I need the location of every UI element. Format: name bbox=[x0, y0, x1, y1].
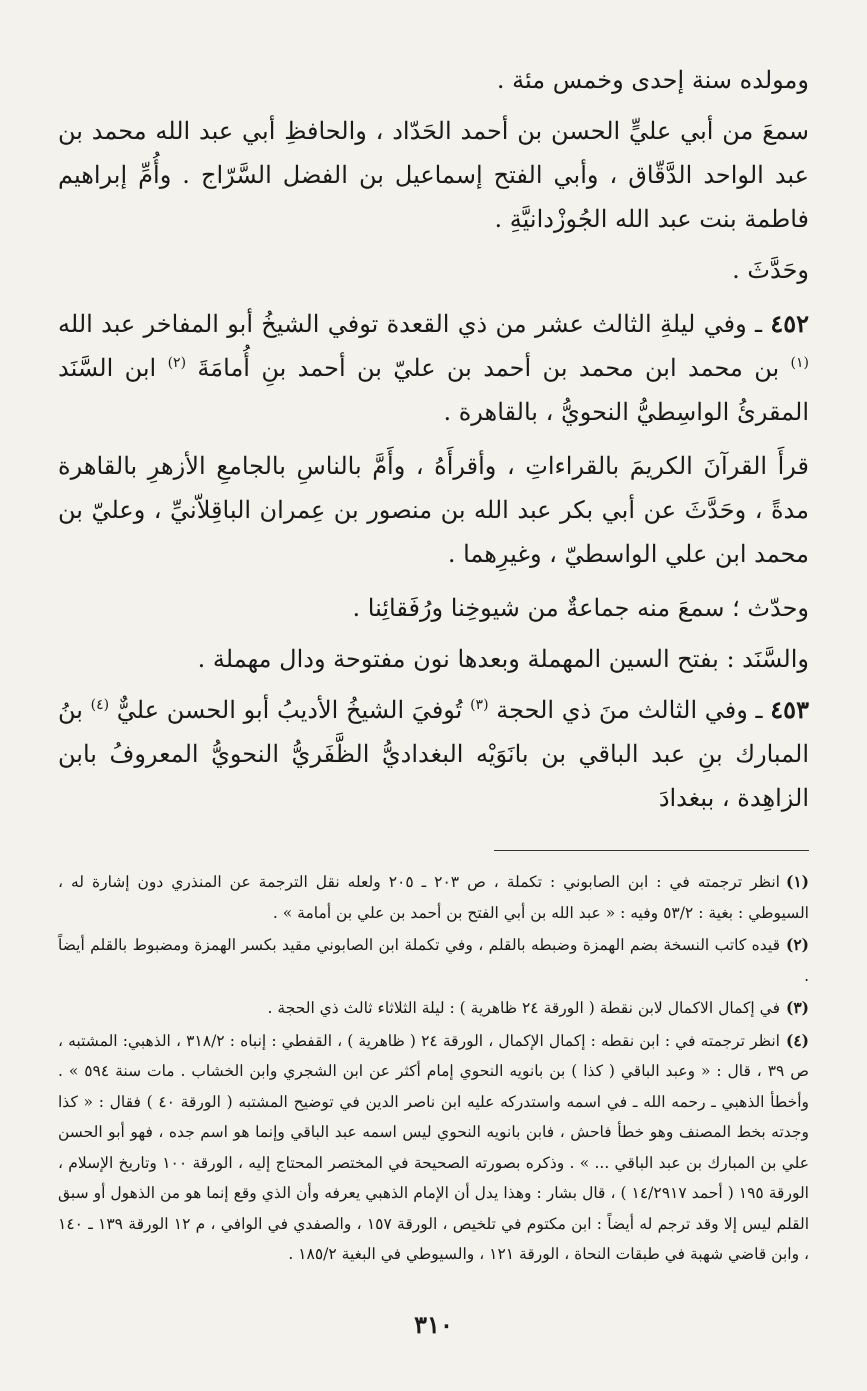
entry-text: بن محمد ابن محمد بن أحمد بن عليّ بن أحمد بنِ أُمامَةَ bbox=[197, 354, 780, 382]
entry-text: ـ وفي الثالث منَ ذي الحجة bbox=[496, 696, 763, 724]
paragraph-quran: قرأَ القرآنَ الكريمَ بالقراءاتِ ، وأقرأَهُ ، وأَمَّ بالناسِ بالجامعِ الأزهرِ بالقاهرة مدةً ، وحَدَّثَ عن أبي بكر عبد الله بن منصور بن عِمران الباقِلاّنيِّ ، وعليّ بن محمد ابن علي الواسطيّ ، وغيرِهما . bbox=[58, 452, 809, 568]
footnote-1 bbox=[58, 867, 809, 928]
footnote-text: انظر ترجمته في : ابن نقطه : إكمال الإكمال ، الورقة ٢٤ ( ظاهرية ) ، القفطي : إنباه : ٣١٨/٢ ، الذهبي: المشتبه ، ص ٣٩ ، قال : « وعبد الباقي ( كذا ) بن بانويه النحوي إمام أكثر عن ابن الشجري وابن الخشاب . مات سنة ٥٩٤ » . وأخطأ الذهبي ـ رحمه الله ـ في اسمه واستدركه عليه ابن ناصر الدين في توضيح المشتبه ( الورقة ٤٠ ) فقال : « كذا وجدته بخط المصنف وهو خطأ فاحش ، فابن بانويه النحوي ليس اسمه عبد الباقي وإنما هو اسم جده ، فهو أبو الحسن علي بن المبارك بن عبد الباقي ... » . وذكره بصورته الصحيحة في المختصر المحتاج إليه ، الورقة ١٠٠ وتاريخ الإسلام ، الورقة ١٩٥ ( أحمد ١٤/٢٩١٧ ) ، قال بشار : وهذا يدل أن الإمام الذهبي يعرفه وأن الذي وقع إنما هو من الذهول أو سبق القلم ليس إلا وقد ترجم له أيضاً : ابن مكتوم في تلخيص ، الورقة ١٥٧ ، والصفدي في الوافي ، م ١٢ الورقة ١٣٩ ـ ١٤٠ ، وابن قاضي شهبة في طبقات النحاة ، الورقة ١٢١ ، والسيوطي في البغية ١٨٥/٢ . bbox=[58, 1031, 810, 1263]
page-number: ٣١٠ bbox=[414, 1309, 453, 1339]
paragraph-narrated: وحَدَّثَ . bbox=[732, 256, 809, 284]
footnote-ref-2: (٢) bbox=[167, 355, 187, 371]
footnote-4 bbox=[58, 1026, 809, 1270]
footnote-mark: (٢) bbox=[785, 935, 809, 954]
footnotes bbox=[58, 867, 809, 1270]
footnote-text: انظر ترجمته في : ابن الصابوني : تكملة ، ص ٢٠٣ ـ ٢٠٥ ولعله نقل الترجمة عن المنذري دون إشارة له ، السيوطي : بغية : ٥٣/٢ وفيه : « عبد الله بن أبي الفتح بن أحمد بن علي بن أمامة » . bbox=[58, 873, 809, 922]
entry-text: بنُ المبارك بنِ عبد الباقي بن بانَوَيْه البغداديُّ الظَّفَريُّ النحويُّ المعروفُ بابن الزاهِدة ، ببغدادَ bbox=[58, 696, 809, 812]
paragraph-birth: ومولده سنة إحدى وخمس مئة . bbox=[496, 66, 809, 94]
footnote-divider-wrap bbox=[58, 850, 809, 851]
entry-text: تُوفيَ الشيخُ الأديبُ أبو الحسن عليٌّ bbox=[116, 696, 463, 724]
entry-452 bbox=[58, 302, 809, 434]
entry-number: ٤٥٣ bbox=[770, 695, 809, 724]
footnote-mark: (٤) bbox=[786, 1030, 810, 1050]
entry-453 bbox=[58, 688, 809, 820]
footnote-mark: (٣) bbox=[785, 998, 809, 1017]
footnote-2 bbox=[58, 930, 809, 991]
entry-text: ـ وفي ليلةِ الثالث عشر من ذي القعدة توفي الشيخُ أبو المفاخر عبد الله bbox=[58, 310, 763, 338]
footnote-ref-1: (١) bbox=[790, 355, 809, 371]
footnote-ref-4: (٤) bbox=[90, 697, 110, 713]
entry-text: ابن السَّنَد المقرئُ الواسِطيُّ النحويُّ ، بالقاهرة . bbox=[58, 354, 809, 426]
entry-number: ٤٥٢ bbox=[770, 309, 809, 338]
footnote-text: قيده كاتب النسخة بضم الهمزة وضبطه بالقلم ، وفي تكملة ابن الصابوني مقيد بكسر الهمزة ومضبوط بالقلم أيضاً . bbox=[58, 936, 809, 985]
main-text bbox=[58, 58, 809, 820]
paragraph-teachers: سمعَ من أبي عليٍّ الحسن بن أحمد الحَدّاد ، والحافظِ أبي عبد الله محمد بن عبد الواحد الدَّقّاق ، وأبي الفتح إسماعيل بن الفضل السَّرّاج . وأُمِّ إبراهيم فاطمة بنت عبد الله الجُوزْدانيَّةِ . bbox=[58, 117, 809, 233]
footnote-mark: (١) bbox=[785, 872, 809, 891]
footnote-divider bbox=[494, 850, 809, 851]
paragraph-narrated-students: وحدّث ؛ سمعَ منه جماعةٌ من شيوخِنا ورُفَقائِنا . bbox=[352, 594, 809, 622]
footnote-ref-3: (٣) bbox=[470, 697, 489, 713]
footnote-text: في إكمال الاكمال لابن نقطة ( الورقة ٢٤ ظاهرية ) : ليلة الثلاثاء ثالث ذي الحجة . bbox=[267, 999, 780, 1017]
paragraph-sanad-note: والسَّنَد : بفتح السين المهملة وبعدها نون مفتوحة ودال مهملة . bbox=[197, 645, 809, 673]
footnote-3 bbox=[58, 993, 809, 1024]
